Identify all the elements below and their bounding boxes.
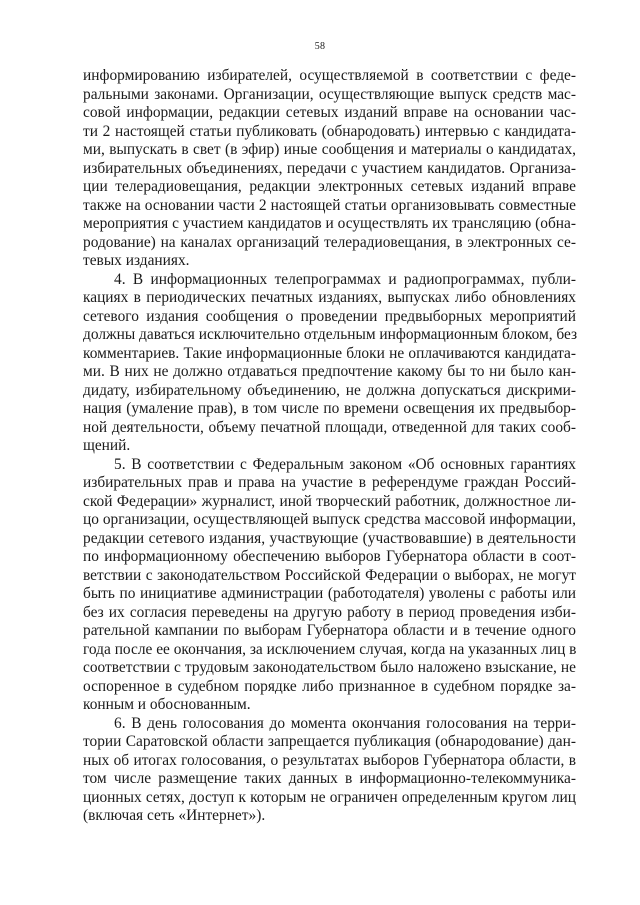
text-line: комментариев. Такие информационные блоки не оплачиваются кандидата- (83, 344, 576, 362)
text-line: соответствии с трудовым законодательством было наложено взыскание, не (83, 659, 576, 676)
text-line: конным и обоснованным. (83, 696, 251, 713)
text-line: без их согласия переведены на другую работу в период проведения изби- (83, 603, 576, 621)
text-line: рательной кампании по выборам Губернатора области и в течение одного (83, 622, 576, 639)
text-line: дидату, избирательному объединению, не должна допускаться дискрими- (83, 381, 576, 399)
text-line: 5. В соответствии с Федеральным законом «Об основных гарантиях (114, 455, 576, 473)
text-line: цо организации, осуществляющей выпуск средства массовой информации, (83, 511, 576, 528)
paragraph (83, 67, 576, 271)
text-line: ной деятельности, объему печатной площади, отведенной для таких сооб- (83, 418, 576, 436)
text-line: информированию избирателей, осуществляемой в соответствии с феде- (83, 67, 576, 84)
text-line: ской Федерации» журналист, иной творческий работник, должностное ли- (83, 492, 576, 510)
text-line: сетевого издания сообщения о проведении предвыборных мероприятий (83, 307, 576, 325)
text-line: ти 2 настоящей статьи публиковать (обнародовать) интервью с кандидата- (83, 122, 576, 140)
text-line: избирательных прав и права на участие в референдуме граждан Россий- (83, 474, 576, 491)
text-line: тевых изданиях. (83, 252, 190, 269)
document-body (83, 67, 576, 826)
page-number: 58 (314, 41, 326, 52)
text-line: кациях в периодических печатных изданиях, выпусках либо обновлениях (83, 289, 576, 306)
text-line: года после ее окончания, за исключением случая, когда на указанных лиц в (83, 640, 577, 658)
paragraph (83, 715, 576, 826)
text-line: ми. В них не должно отдаваться предпочтение какому бы то ни было кан- (83, 363, 576, 380)
text-line: быть по инициативе администрации (работодателя) уволены с работы или (83, 585, 576, 602)
text-line: 6. В день голосования до момента окончания голосования на терри- (114, 714, 576, 732)
text-line: родование) на каналах организаций телерадиовещания, в электронных се- (83, 233, 576, 251)
text-line: щений. (83, 437, 131, 454)
text-line: ральными законами. Организации, осуществляющие выпуск средств мас- (83, 85, 576, 103)
text-line: ветствии с законодательством Российской Федерации о выборах, не могут (83, 566, 576, 584)
text-line: нация (умаление прав), в том числе по времени освещения их предвыбор- (83, 400, 576, 417)
text-line: (включая сеть «Интернет»). (83, 807, 266, 824)
text-line: оспоренное в судебном порядке либо признанное в судебном порядке за- (83, 677, 576, 695)
paragraph (83, 271, 576, 456)
text-line: мероприятия с участием кандидатов и осуществлять их трансляцию (обна- (83, 215, 576, 232)
text-line: должны даваться исключительно отдельным информационным блоком, без (83, 326, 578, 343)
text-line: редакции сетевого издания, участвующие (участвовавшие) в деятельности (83, 529, 576, 547)
text-line: также на основании части 2 настоящей статьи организовывать совместные (83, 196, 576, 214)
text-line: 4. В информационных телепрограммах и радиопрограммах, публи- (114, 270, 576, 288)
text-line: ми, выпускать в свет (в эфир) иные сообщения и материалы о кандидатах, (83, 141, 576, 158)
text-line: тории Саратовской области запрещается публикация (обнародование) дан- (83, 733, 576, 750)
text-line: ционных сетях, доступ к которым не ограничен определенным кругом лиц (83, 788, 576, 806)
text-line: избирательных объединениях, передачи с участием кандидатов. Организа- (83, 159, 576, 177)
paragraph (83, 456, 576, 715)
text-line: ных об итогах голосования, о результатах выборов Губернатора области, в (83, 751, 576, 769)
text-line: по информационному обеспечению выборов Губернатора области в соот- (83, 548, 576, 565)
text-line: том числе размещение таких данных в информационно-телекоммуника- (83, 770, 576, 787)
text-line: ции телерадиовещания, редакции электронных сетевых изданий вправе (83, 178, 576, 195)
text-line: совой информации, редакции сетевых изданий вправе на основании час- (83, 104, 576, 121)
